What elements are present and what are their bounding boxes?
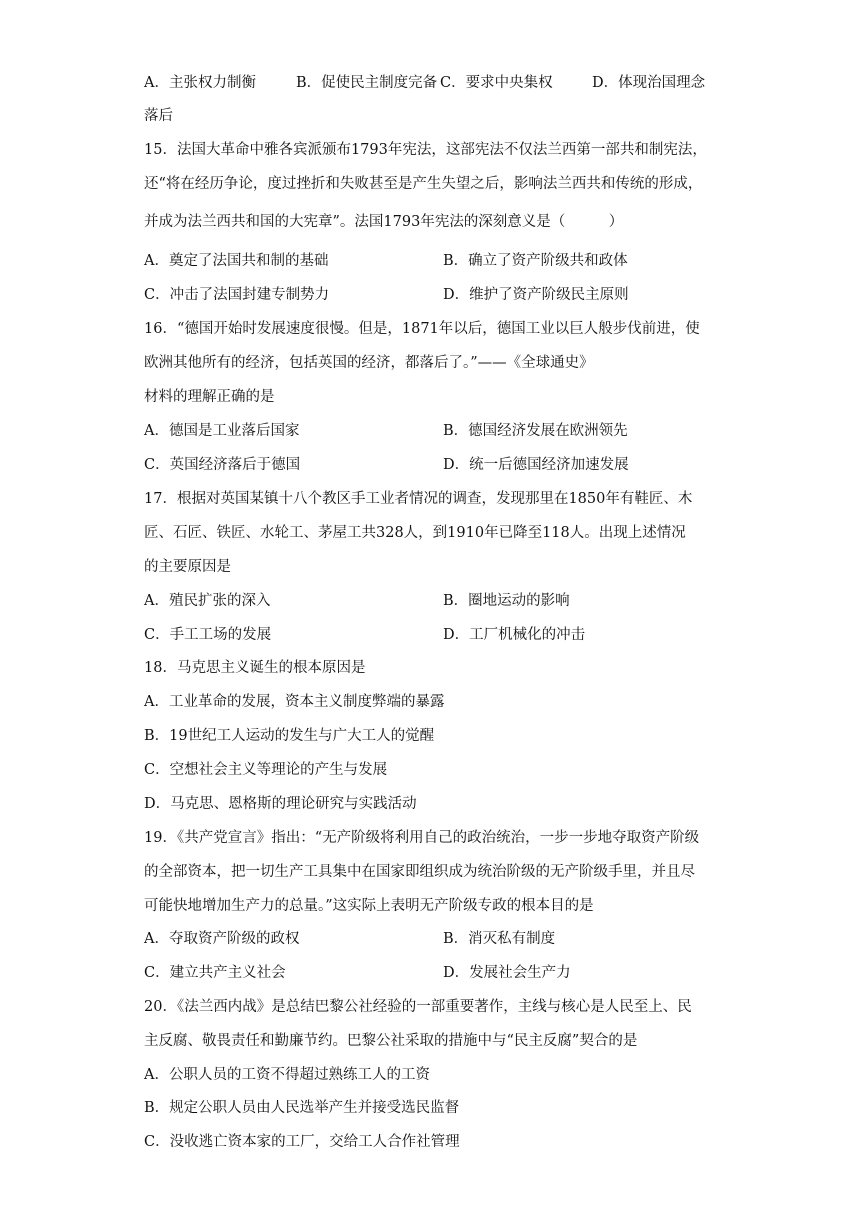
- question-18-option-d: D．马克思、恩格斯的理论研究与实践活动: [144, 796, 417, 812]
- question-15-option-d: D．维护了资产阶级民主原则: [443, 287, 629, 303]
- question-19-stem-line: 可能快地增加生产力的总量。”这实际上表明无产阶级专政的根本目的是: [144, 898, 594, 914]
- question-16-stem-line: 16．“德国开始时发展速度很慢。但是，1871年以后，德国工业以巨人般步伐前进，使: [144, 321, 700, 337]
- question-19-stem-line: 19．《共产党宣言》指出：“无产阶级将利用自己的政治统治，一步一步地夺取资产阶级: [144, 830, 700, 846]
- question-19-option-d: D．发展社会生产力: [443, 965, 571, 981]
- question-17-option-a: A．殖民扩张的深入: [144, 593, 271, 609]
- question-18-option-a: A．工业革命的发展，资本主义制度弊端的暴露: [144, 694, 445, 710]
- option-d: D．体现治国理念: [592, 75, 706, 91]
- question-19-option-a: A．夺取资产阶级的政权: [144, 931, 300, 947]
- question-15-option-b: B．确立了资产阶级共和政体: [443, 253, 628, 269]
- question-18-stem-line: 18．马克思主义诞生的根本原因是: [144, 660, 366, 676]
- question-19-option-c: C．建立共产主义社会: [144, 965, 286, 981]
- question-20-option-b: B．规定公职人员由人民选举产生并接受选民监督: [144, 1100, 460, 1116]
- question-16-option-b: B．德国经济发展在欧洲领先: [443, 423, 628, 439]
- option-wrap-text: 落后: [144, 108, 173, 124]
- question-15-option-a: A．奠定了法国共和制的基础: [144, 253, 329, 269]
- question-20-stem-line: 20．《法兰西内战》是总结巴黎公社经验的一部重要著作，主线与核心是人民至上、民: [144, 999, 692, 1015]
- question-18-option-c: C．空想社会主义等理论的产生与发展: [144, 762, 388, 778]
- option-c: C．要求中央集权: [440, 75, 553, 91]
- option-b: B．促使民主制度完备: [296, 75, 438, 91]
- question-17-stem-line: 匠、石匠、铁匠、水轮工、茅屋工共328人，到1910年已降至118人。出现上述情况: [144, 525, 686, 541]
- question-17-option-b: B．圈地运动的影响: [443, 593, 570, 609]
- question-17-stem-line: 的主要原因是: [144, 559, 231, 575]
- question-15-stem-line: 15．法国大革命中雅各宾派颁布1793年宪法，这部宪法不仅法兰西第一部共和制宪法，: [144, 142, 707, 158]
- question-16-stem-line: 材料的理解正确的是: [144, 389, 275, 405]
- option-a: A．主张权力制衡: [144, 75, 256, 91]
- question-19-option-b: B．消灭私有制度: [443, 931, 556, 947]
- question-16-stem-line: 欧洲其他所有的经济，包括英国的经济，都落后了。”——《全球通史》: [144, 355, 594, 371]
- question-20-stem-line: 主反腐、敬畏责任和勤廉节约。巴黎公社采取的措施中与“民主反腐”契合的是: [144, 1033, 638, 1049]
- question-18-option-b: B．19世纪工人运动的发生与广大工人的觉醒: [144, 728, 435, 744]
- question-16-option-c: C．英国经济落后于德国: [144, 457, 301, 473]
- question-15-stem-line: 并成为法兰西共和国的大宪章”。法国1793年宪法的深刻意义是（ ）: [144, 214, 624, 230]
- question-17-option-c: C．手工工场的发展: [144, 627, 272, 643]
- question-20-option-a: A．公职人员的工资不得超过熟练工人的工资: [144, 1067, 430, 1083]
- question-16-option-a: A．德国是工业落后国家: [144, 423, 300, 439]
- question-20-option-c: C．没收逃亡资本家的工厂，交给工人合作社管理: [144, 1134, 460, 1150]
- question-17-stem-line: 17．根据对英国某镇十八个教区手工业者情况的调查，发现那里在1850年有鞋匠、木: [144, 491, 693, 507]
- question-16-option-d: D．统一后德国经济加速发展: [443, 457, 629, 473]
- question-15-stem-line: 还“将在经历争论，度过挫折和失败甚至是产生失望之后，影响法兰西共和传统的形成，: [144, 176, 703, 192]
- question-17-option-d: D．工厂机械化的冲击: [443, 627, 586, 643]
- question-19-stem-line: 的全部资本，把一切生产工具集中在国家即组织成为统治阶级的无产阶级手里，并且尽: [144, 864, 695, 880]
- question-15-option-c: C．冲击了法国封建专制势力: [144, 287, 330, 303]
